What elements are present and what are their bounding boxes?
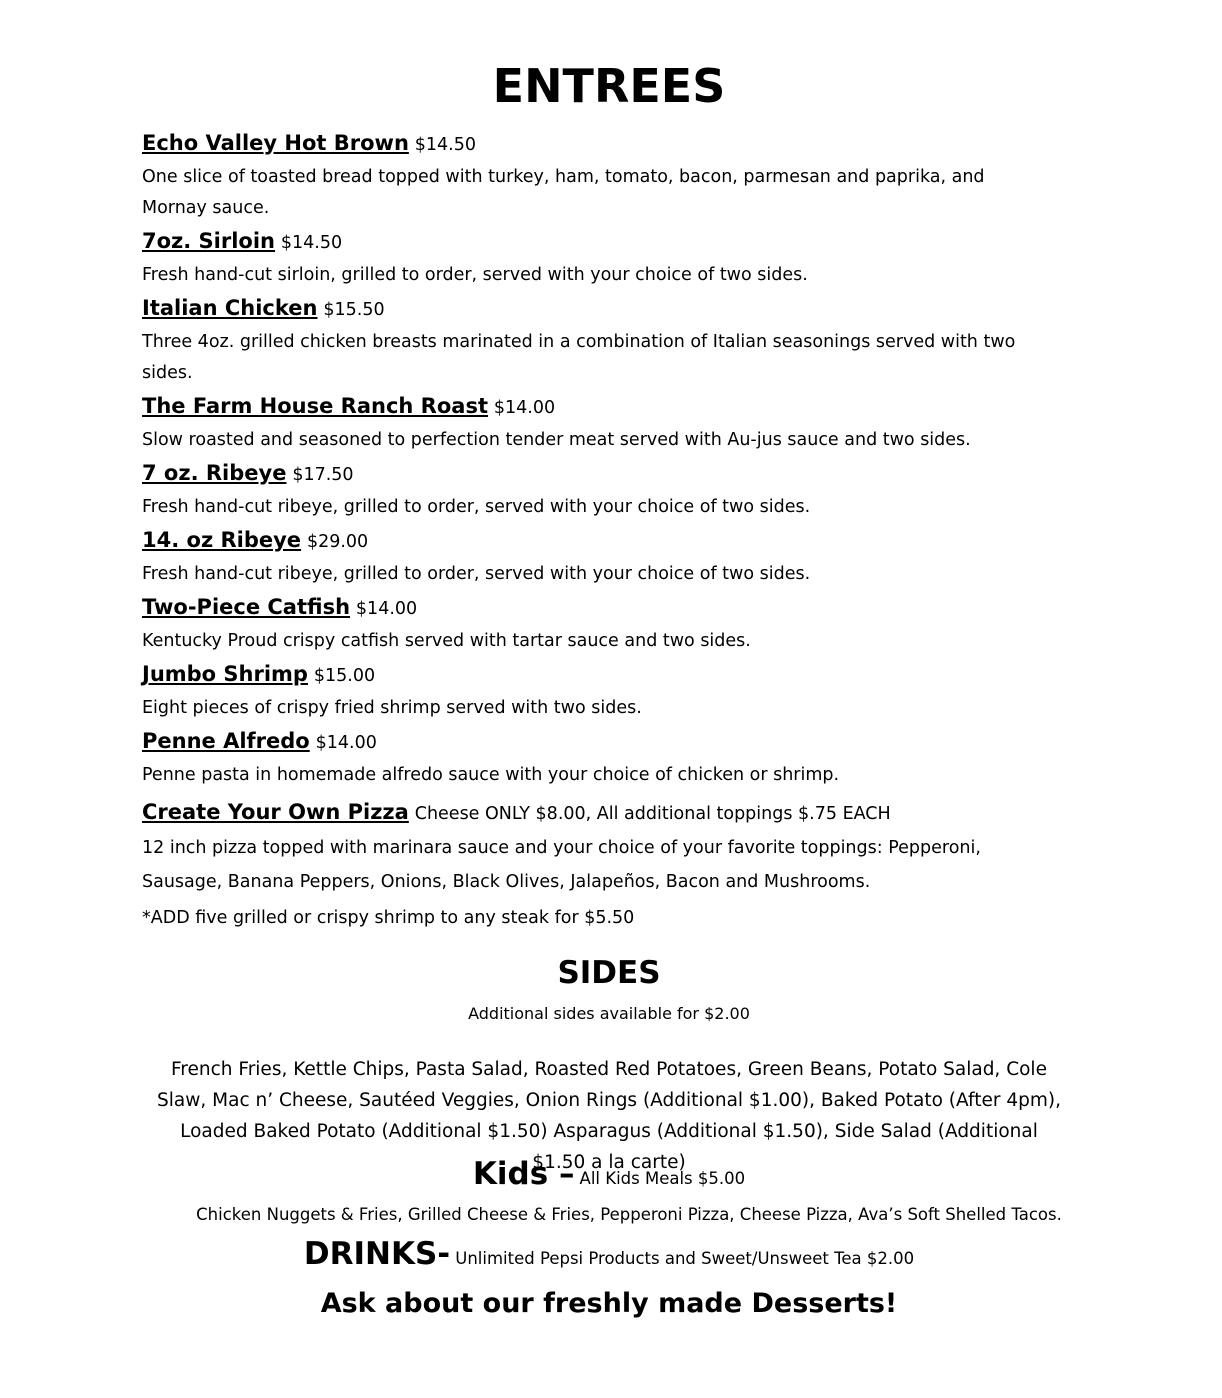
item-name: 7oz. Sirloin — [142, 229, 276, 253]
item-price: $29.00 — [306, 532, 369, 552]
dessert-note: Ask about our freshly made Desserts! — [320, 1288, 898, 1319]
menu-item — [142, 226, 1042, 291]
kids-subtitle: All Kids Meals $5.00 — [579, 1169, 746, 1188]
drinks-subtitle: Unlimited Pepsi Products and Sweet/Unsweet Tea $2.00 — [455, 1249, 915, 1268]
item-price: $14.00 — [355, 599, 418, 619]
shrimp-addon-note: *ADD five grilled or crispy shrimp to any steak for $5.50 — [142, 908, 635, 928]
item-name: Penne Alfredo — [142, 729, 310, 753]
item-description: One slice of toasted bread topped with turkey, ham, tomato, bacon, parmesan and paprika, and Mornay sauce. — [142, 167, 985, 218]
kids-list: Chicken Nuggets & Fries, Grilled Cheese & Fries, Pepperoni Pizza, Cheese Pizza, Ava’s Soft Shelled Tacos. — [196, 1205, 1062, 1224]
item-name: 7 oz. Ribeye — [142, 461, 287, 485]
item-name: 14. oz Ribeye — [142, 528, 302, 552]
item-name: Echo Valley Hot Brown — [142, 131, 409, 155]
menu-item — [142, 458, 1042, 523]
menu-item — [142, 726, 1042, 791]
item-price: $14.50 — [414, 135, 477, 155]
item-name: Jumbo Shrimp — [142, 662, 308, 686]
menu-item — [142, 128, 1042, 224]
kids-heading — [0, 1153, 1218, 1200]
menu-item — [142, 293, 1042, 389]
item-description: Fresh hand-cut ribeye, grilled to order, served with your choice of two sides. — [142, 497, 811, 517]
sides-list-text: French Fries, Kettle Chips, Pasta Salad, Roasted Red Potatoes, Green Beans, Potato Salad, Cole Slaw, Mac n’ Cheese, Sautéed Veggies, Onion Rings (Additional $1.00), Baked Potato (After 4pm), Loaded Baked Potato (Additional $1.50) Asparagus (Additional $1.50), Side Salad (Additional $1.50 a la carte) — [157, 1059, 1061, 1173]
item-price: $14.00 — [315, 733, 377, 753]
menu-item — [142, 525, 1042, 590]
item-price: $15.50 — [323, 300, 385, 320]
pizza-name: Create Your Own Pizza — [142, 800, 409, 824]
sides-title: SIDES — [557, 955, 661, 991]
item-name: Two-Piece Catfish — [142, 595, 351, 619]
item-description: Three 4oz. grilled chicken breasts marinated in a combination of Italian seasonings served with two sides. — [142, 332, 1016, 383]
item-description: Fresh hand-cut sirloin, grilled to order, served with your choice of two sides. — [142, 265, 808, 285]
item-name: The Farm House Ranch Roast — [142, 394, 488, 418]
item-description: Slow roasted and seasoned to perfection tender meat served with Au-jus sauce and two sides. — [142, 430, 971, 450]
item-description: Kentucky Proud crispy catfish served with tartar sauce and two sides. — [142, 631, 751, 651]
sides-subtitle: Additional sides available for $2.00 — [468, 1004, 750, 1023]
item-description: Eight pieces of crispy fried shrimp served with two sides. — [142, 698, 642, 718]
menu-item — [142, 592, 1042, 657]
item-price: $14.50 — [280, 233, 343, 253]
drinks-title: DRINKS- — [303, 1236, 451, 1272]
entrees-list — [142, 128, 1042, 933]
item-price: $15.00 — [313, 666, 376, 686]
item-price: $17.50 — [292, 465, 354, 485]
entrees-title: ENTREES — [492, 59, 726, 113]
item-description: Penne pasta in homemade alfredo sauce with your choice of chicken or shrimp. — [142, 765, 840, 785]
menu-item — [142, 659, 1042, 724]
pizza-item — [142, 797, 1042, 899]
item-description: Fresh hand-cut ribeye, grilled to order, served with your choice of two sides. — [142, 564, 811, 584]
pizza-price: Cheese ONLY $8.00, All additional toppings $.75 EACH — [414, 804, 891, 824]
kids-title: Kids – — [472, 1156, 575, 1192]
menu-item — [142, 391, 1042, 456]
item-price: $14.00 — [493, 398, 556, 418]
drinks-heading — [0, 1232, 1218, 1281]
pizza-description: 12 inch pizza topped with marinara sauce and your choice of your favorite toppings: Pepperoni, Sausage, Banana Peppers, Onions, Black Olives, Jalapeños, Bacon and Mushrooms. — [142, 838, 981, 892]
item-name: Italian Chicken — [142, 296, 318, 320]
